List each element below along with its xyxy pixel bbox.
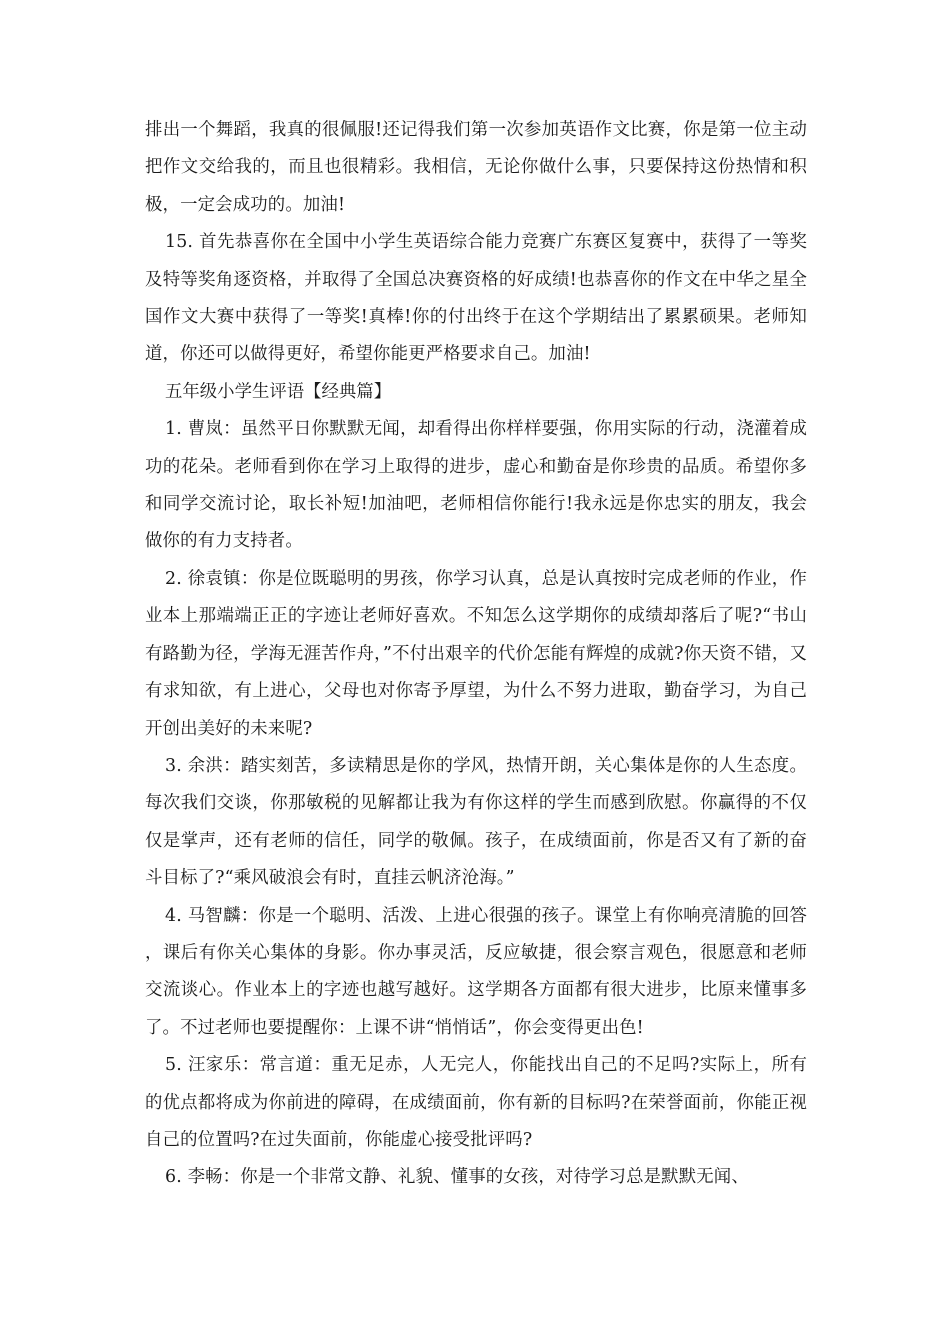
comment-item-15: 15. 首先恭喜你在全国中小学生英语综合能力竞赛广东赛区复赛中，获得了一等奖及特等奖角逐资格，并取得了全国总决赛资格的好成绩!也恭喜你的作文在中华之星全国作文大赛中获得了一等奖!真棒!你的付出终于在这个学期结出了累累硕果。老师知道，你还可以做得更好，希望你能更严格要求自己。加油! <box>145 232 807 365</box>
section-heading: 五年级小学生评语【经典篇】 <box>165 381 392 402</box>
comment-item-4: 4. 马智麟：你是一个聪明、活泼、上进心很强的孩子。课堂上有你响亮清脆的回答，课后有你关心集体的身影。你办事灵活，反应敏捷，很会察言观色，很愿意和老师交流谈心。作业本上的字迹也越写越好。这学期各方面都有很大进步，比原来懂事多了。不过老师也要提醒你：上课不讲“悄悄话”，你会变得更出色! <box>145 905 807 1038</box>
comment-item-2: 2. 徐袁镇：你是位既聪明的男孩，你学习认真，总是认真按时完成老师的作业，作业本上那端端正正的字迹让老师好喜欢。不知怎么这学期你的成绩却落后了呢?“书山有路勤为径，学海无涯苦作舟，”不付出艰辛的代价怎能有辉煌的成就?你天资不错，又有求知欲，有上进心，父母也对你寄予厚望，为什么不努力进取，勤奋学习，为自己开创出美好的未来呢? <box>145 568 807 739</box>
paragraph-continuation: 排出一个舞蹈，我真的很佩服!还记得我们第一次参加英语作文比赛，你是第一位主动把作文交给我的，而且也很精彩。我相信，无论你做什么事，只要保持这份热情和积极，一定会成功的。加油! <box>145 120 807 215</box>
comment-item-5: 5. 汪家乐：常言道：重无足赤，人无完人，你能找出自己的不足吗?实际上，所有的优点都将成为你前进的障碍，在成绩面前，你有新的目标吗?在荣誉面前，你能正视自己的位置吗?在过失面前，你能虚心接受批评吗? <box>145 1055 807 1150</box>
comment-item-3: 3. 余洪：踏实刻苦，多读精思是你的学风，热情开朗，关心集体是你的人生态度。每次我们交谈，你那敏税的见解都让我为有你这样的学生而感到欣慰。你赢得的不仅仅是掌声，还有老师的信任，同学的敬佩。孩子，在成绩面前，你是否又有了新的奋斗目标了?“乘风破浪会有时，直挂云帆济沧海。” <box>145 755 807 889</box>
comment-item-1: 1. 曹岚：虽然平日你默默无闻，却看得出你样样要强，你用实际的行动，浇灌着成功的花朵。老师看到你在学习上取得的进步，虚心和勤奋是你珍贵的品质。希望你多和同学交流讨论，取长补短!加油吧，老师相信你能行!我永远是你忠实的朋友，我会做你的有力支持者。 <box>145 419 807 552</box>
document-page <box>145 112 807 1197</box>
comment-item-6: 6. 李畅：你是一个非常文静、礼貌、懂事的女孩，对待学习总是默默无闻、 <box>165 1167 749 1188</box>
